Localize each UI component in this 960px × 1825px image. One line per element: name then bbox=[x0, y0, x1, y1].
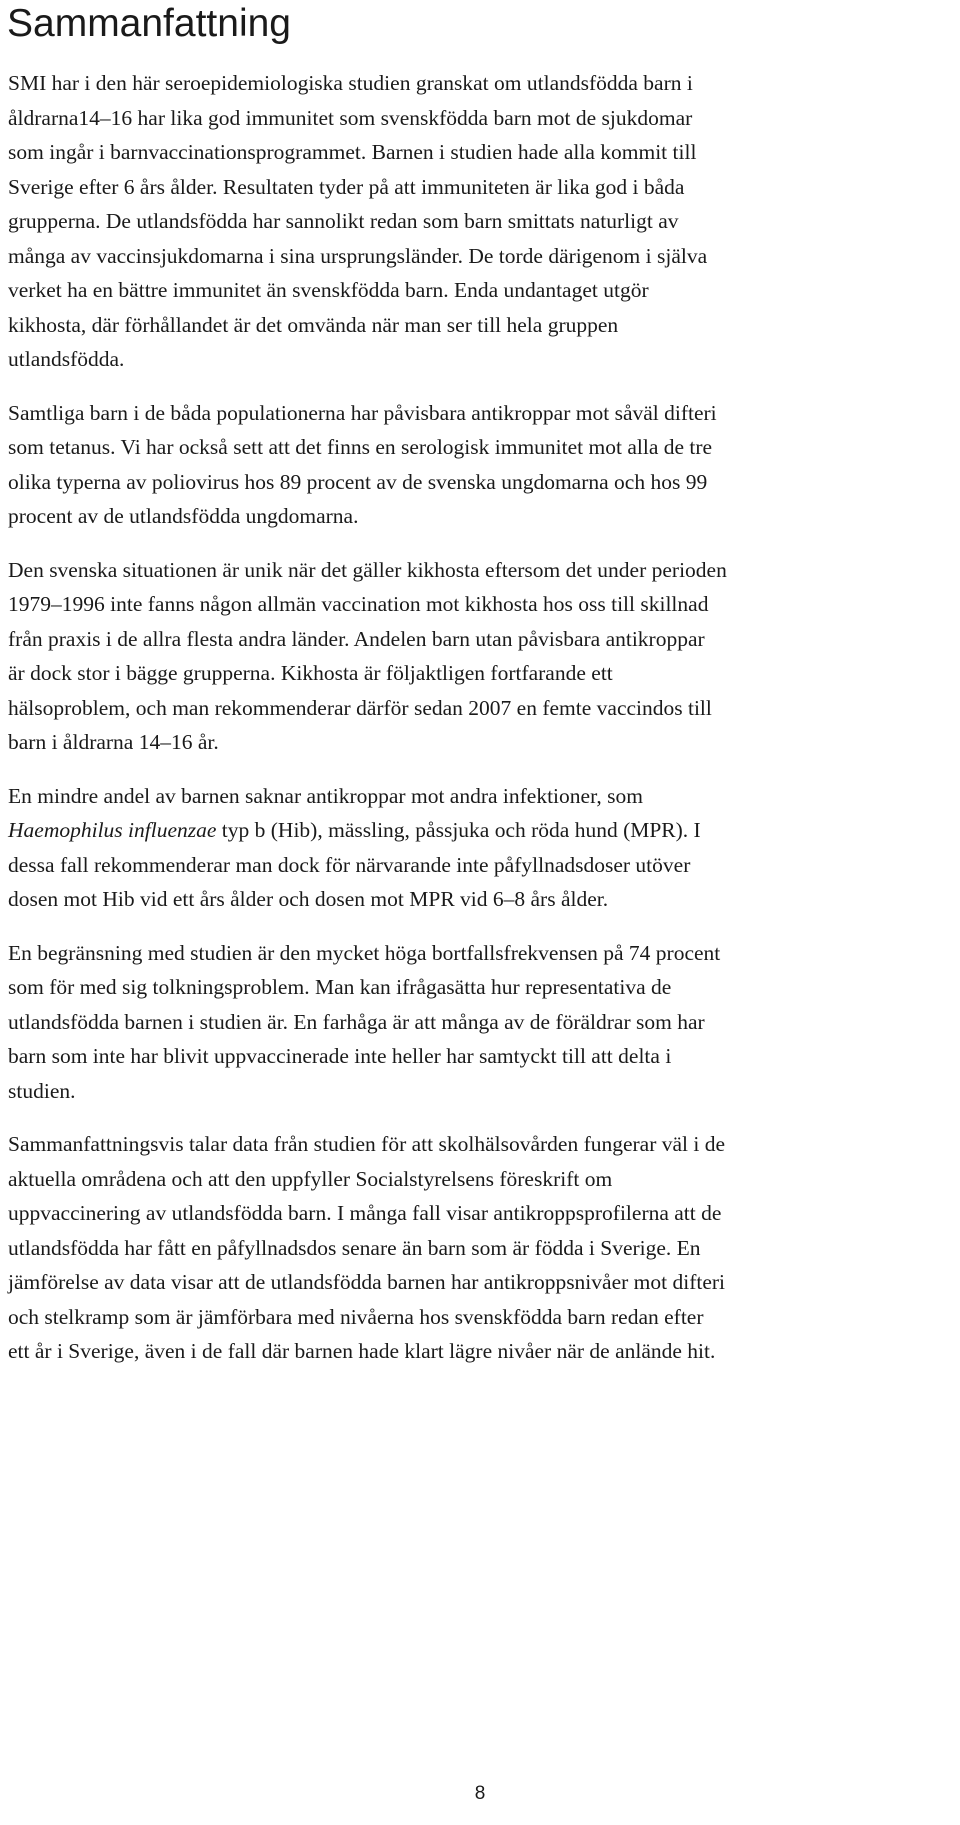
text-line: SMI har i den här seroepidemiologiska studien granskat om utlandsfödda barn i bbox=[8, 71, 693, 95]
paragraph-6 bbox=[8, 1127, 958, 1369]
text-line: hälsoproblem, och man rekommenderar därför sedan 2007 en femte vaccindos till bbox=[8, 695, 712, 720]
text-line: kikhosta, där förhållandet är det omvända när man ser till hela gruppen bbox=[8, 312, 619, 337]
text-line: ett år i Sverige, även i de fall där barnen hade klart lägre nivåer när de anlände hit. bbox=[8, 1339, 716, 1363]
text-line: En begränsning med studien är den mycket höga bortfallsfrekvensen på 74 procent bbox=[8, 940, 721, 965]
text-line: verket ha en bättre immunitet än svenskfödda barn. Enda undantaget utgör bbox=[8, 278, 649, 302]
paragraph-5 bbox=[8, 936, 958, 1109]
text-line: som tetanus. Vi har också sett att det finns en serologisk immunitet mot alla de tre bbox=[8, 435, 713, 459]
text-line: utlandsfödda har fått en påfyllnadsdos senare än barn som är födda i Sverige. En bbox=[8, 1235, 701, 1260]
text-line: En mindre andel av barnen saknar antikroppar mot andra infektioner, som bbox=[8, 783, 643, 808]
text-line: barn som inte har blivit uppvaccinerade inte heller har samtyckt till att delta i bbox=[8, 1044, 672, 1068]
paragraph-1 bbox=[8, 66, 958, 377]
text-line-with-italic bbox=[8, 813, 958, 848]
text-line: Sverige efter 6 års ålder. Resultaten tyder på att immuniteten är lika god i båda bbox=[8, 174, 685, 199]
text-line: procent av de utlandsfödda ungdomarna. bbox=[8, 504, 359, 528]
text-line: och stelkramp som är jämförbara med nivåerna hos svenskfödda barn redan efter bbox=[8, 1304, 704, 1329]
paragraph-2 bbox=[8, 396, 958, 534]
text-line: som ingår i barnvaccinationsprogrammet. Barnen i studien hade alla kommit till bbox=[8, 140, 697, 164]
paragraph-3 bbox=[8, 553, 958, 760]
text-line: är dock stor i bägge grupperna. Kikhosta är följaktligen fortfarande ett bbox=[8, 661, 613, 685]
text-line: från praxis i de allra flesta andra länder. Andelen barn utan påvisbara antikroppar bbox=[8, 626, 705, 651]
text-line: olika typerna av poliovirus hos 89 procent av de svenska ungdomarna och hos 99 bbox=[8, 469, 708, 494]
text-line: 1979–1996 inte fanns någon allmän vaccination mot kikhosta hos oss till skillnad bbox=[8, 592, 709, 616]
text-line: som för med sig tolkningsproblem. Man kan ifrågasätta hur representativa de bbox=[8, 975, 672, 999]
text-line: grupperna. De utlandsfödda har sannolikt redan som barn smittats naturligt av bbox=[8, 209, 679, 233]
text-line: uppvaccinering av utlandsfödda barn. I många fall visar antikroppsprofilerna att de bbox=[8, 1201, 722, 1225]
page-number: 8 bbox=[474, 1783, 486, 1804]
italic-species-name: Haemophilus influenzae bbox=[8, 818, 217, 842]
page-title: Sammanfattning bbox=[7, 2, 291, 45]
text-line: studien. bbox=[8, 1078, 76, 1103]
text-line: Den svenska situationen är unik när det gäller kikhosta eftersom det under perioden bbox=[8, 557, 727, 582]
paragraph-4 bbox=[8, 779, 958, 917]
text-line: jämförelse av data visar att de utlandsfödda barnen har antikroppsnivåer mot difteri bbox=[8, 1270, 726, 1294]
text-line: åldrarna14–16 har lika god immunitet som svenskfödda barn mot de sjukdomar bbox=[8, 105, 693, 130]
text-line: aktuella områdena och att den uppfyller Socialstyrelsens föreskrift om bbox=[8, 1166, 613, 1191]
text-line: många av vaccinsjukdomarna i sina ursprungsländer. De torde därigenom i själva bbox=[8, 243, 708, 268]
text-fragment: typ b (Hib), mässling, påssjuka och röda hund (MPR). I bbox=[216, 818, 701, 842]
text-line: dessa fall rekommenderar man dock för närvarande inte påfyllnadsdoser utöver bbox=[8, 852, 691, 877]
text-line: utlandsfödda. bbox=[8, 347, 125, 371]
text-line: barn i åldrarna 14–16 år. bbox=[8, 730, 219, 754]
text-line: utlandsfödda barnen i studien är. En farhåga är att många av de föräldrar som har bbox=[8, 1009, 705, 1034]
text-line: Samtliga barn i de båda populationerna har påvisbara antikroppar mot såväl difteri bbox=[8, 400, 717, 425]
text-line: Sammanfattningsvis talar data från studien för att skolhälsovården fungerar väl i de bbox=[8, 1132, 726, 1156]
text-line: dosen mot Hib vid ett års ålder och dosen mot MPR vid 6–8 års ålder. bbox=[8, 887, 609, 911]
summary-body bbox=[8, 66, 958, 1388]
